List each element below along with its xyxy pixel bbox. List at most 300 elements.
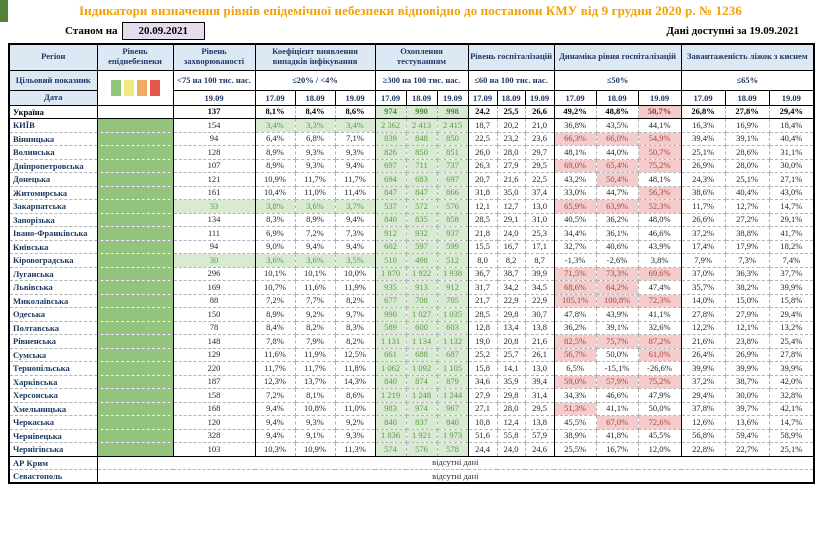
incidence-cell: 111 [173, 227, 255, 241]
dynamics-cell: 75,2% [638, 375, 681, 389]
beds-cell: 38,6% [681, 186, 725, 200]
testing-cell: 737 [437, 159, 468, 173]
detection-cell: 9,3% [295, 416, 335, 430]
beds-cell: 14,7% [769, 200, 814, 214]
incidence-cell: 128 [173, 146, 255, 160]
hospitalization-cell: 39,4 [525, 375, 554, 389]
detection-cell: 10,4% [255, 186, 295, 200]
testing-cell: 851 [437, 146, 468, 160]
page-title: Індикатори визначення рівнів епідемічної небезпеки відповідно до постанови КМУ від 9 грудня 2020 р. № 1236 [79, 3, 742, 18]
region-name-cell: Житомирська [9, 186, 97, 200]
date-cell: 17.09 [681, 90, 725, 105]
detection-cell: 9,3% [335, 429, 375, 443]
detection-cell: 12,3% [255, 375, 295, 389]
dynamics-cell: -26,6% [638, 362, 681, 376]
danger-level-cell [97, 186, 173, 200]
dynamics-cell: 66,3% [554, 132, 596, 146]
beds-cell: 12,1% [725, 321, 769, 335]
detection-cell: 8,4% [255, 321, 295, 335]
testing-cell: 990 [406, 105, 437, 119]
incidence-cell: 107 [173, 159, 255, 173]
testing-cell: 2 413 [406, 119, 437, 133]
hospitalization-cell: 28,5 [468, 308, 497, 322]
beds-cell: 16,9% [725, 119, 769, 133]
hospitalization-cell: 20,2 [497, 119, 525, 133]
beds-cell: 37,0% [681, 267, 725, 281]
table-row [9, 105, 814, 119]
detection-cell: 10,0% [335, 267, 375, 281]
testing-cell: 850 [437, 132, 468, 146]
target-incidence: <75 на 100 тис. нас. [173, 70, 255, 90]
hospitalization-cell: 26,3 [468, 159, 497, 173]
hospitalization-cell: 17,1 [525, 240, 554, 254]
detection-cell: 10,7% [255, 281, 295, 295]
hospitalization-cell: 24,2 [468, 105, 497, 119]
beds-cell: 18,4% [769, 119, 814, 133]
dynamics-cell: 33,0% [554, 186, 596, 200]
dynamics-cell: 87,2% [638, 335, 681, 349]
testing-cell: 937 [437, 227, 468, 241]
target-detection: ≤20% / <4% [255, 70, 375, 90]
hospitalization-cell: 15,8 [468, 362, 497, 376]
hospitalization-cell: 12,4 [497, 416, 525, 430]
danger-level-cell [97, 132, 173, 146]
region-name-cell: Луганська [9, 267, 97, 281]
beds-cell: 35,7% [681, 281, 725, 295]
incidence-cell: 161 [173, 186, 255, 200]
indicators-table [8, 43, 815, 484]
region-column-header: Регіон [9, 44, 97, 70]
testing-cell: 2 362 [375, 119, 406, 133]
detection-cell: 9,2% [335, 416, 375, 430]
table-row [9, 429, 814, 443]
beds-cell: 39,7% [725, 402, 769, 416]
table-row [9, 119, 814, 133]
hospitalization-cell: 8,0 [468, 254, 497, 268]
hospitalization-cell: 24,4 [468, 443, 497, 457]
danger-level-cell [97, 267, 173, 281]
hospitalization-cell: 21,6 [525, 335, 554, 349]
dynamics-cell: 71,5% [554, 267, 596, 281]
detection-cell: 11,0% [295, 186, 335, 200]
dynamics-cell: 25,5% [554, 443, 596, 457]
beds-cell: 7,3% [725, 254, 769, 268]
beds-cell: 41,7% [769, 227, 814, 241]
target-beds: ≤65% [681, 70, 814, 90]
region-name-cell: Львівська [9, 281, 97, 295]
beds-cell: 32,8% [769, 389, 814, 403]
danger-level-cell [97, 213, 173, 227]
dynamics-cell: 100,8% [596, 294, 638, 308]
detection-cell: 7,8% [255, 335, 295, 349]
detection-cell: 11,7% [295, 362, 335, 376]
dynamics-cell: 32,7% [554, 240, 596, 254]
beds-cell: 38,2% [725, 281, 769, 295]
hospitalization-cell: 55,8 [497, 429, 525, 443]
beds-cell: 12,2% [681, 321, 725, 335]
dynamics-cell: 46,6% [596, 389, 638, 403]
testing-cell: 967 [437, 402, 468, 416]
detection-cell: 7,2% [255, 389, 295, 403]
danger-level-cell [97, 375, 173, 389]
testing-cell: 983 [375, 402, 406, 416]
table-row [9, 200, 814, 214]
beds-cell: 26,8% [681, 105, 725, 119]
testing-cell: 847 [406, 186, 437, 200]
region-name-cell: Київська [9, 240, 97, 254]
region-name-cell: Миколаївська [9, 294, 97, 308]
beds-cell: 39,9% [769, 362, 814, 376]
testing-cell: 1 244 [437, 389, 468, 403]
dynamics-cell: 48,8% [596, 105, 638, 119]
detection-cell: 10,3% [255, 443, 295, 457]
incidence-cell: 148 [173, 335, 255, 349]
target-row-label: Цільовий показник [9, 70, 97, 90]
table-row [9, 308, 814, 322]
beds-cell: 58,9% [769, 429, 814, 443]
hospitalization-cell: 18,7 [468, 119, 497, 133]
dynamics-cell: 57,9% [596, 375, 638, 389]
testing-cell: 840 [375, 375, 406, 389]
table-row [9, 470, 814, 484]
dynamics-cell: 47,9% [638, 389, 681, 403]
beds-cell: 17,9% [725, 240, 769, 254]
hospitalization-cell: 20,7 [468, 173, 497, 187]
danger-level-cell [97, 240, 173, 254]
detection-cell: 7,1% [335, 132, 375, 146]
dynamics-cell: 61,0% [638, 348, 681, 362]
danger-level-cell [97, 335, 173, 349]
dynamics-cell: 48,1% [554, 146, 596, 160]
dynamics-cell: 41,1% [638, 308, 681, 322]
hospitalization-cell: 24,0 [497, 227, 525, 241]
dynamics-cell: 47,8% [554, 308, 596, 322]
detection-cell: 9,7% [335, 308, 375, 322]
table-row [9, 294, 814, 308]
hospitalization-cell: 31,8 [468, 186, 497, 200]
dynamics-cell: 32,6% [638, 321, 681, 335]
table-row [9, 335, 814, 349]
incidence-cell: 134 [173, 213, 255, 227]
testing-cell: 2 415 [437, 119, 468, 133]
danger-level-cell [97, 159, 173, 173]
hospitalization-cell: 38,7 [497, 267, 525, 281]
hospitalization-cell: 8,2 [497, 254, 525, 268]
dynamics-cell: 44,7% [596, 186, 638, 200]
incidence-cell: 121 [173, 173, 255, 187]
testing-cell: 1 922 [406, 267, 437, 281]
dynamics-cell: 44,1% [638, 119, 681, 133]
beds-cell: 24,3% [681, 173, 725, 187]
date-cell: 19.09 [769, 90, 814, 105]
danger-level-cell [97, 173, 173, 187]
danger-level-red-square [150, 80, 160, 96]
incidence-cell: 169 [173, 281, 255, 295]
group-header-incidence: Рівень захворюваності [173, 44, 255, 70]
hospitalization-cell: 10,8 [468, 416, 497, 430]
hospitalization-cell: 34,5 [525, 281, 554, 295]
hospitalization-cell: 31,7 [468, 281, 497, 295]
hospitalization-cell: 25,7 [497, 348, 525, 362]
hospitalization-cell: 31,0 [525, 213, 554, 227]
detection-cell: 9,4% [255, 416, 295, 430]
hospitalization-cell: 12,1 [468, 200, 497, 214]
dynamics-cell: 69,6% [638, 267, 681, 281]
region-name-cell: Сумська [9, 348, 97, 362]
hospitalization-cell: 13,4 [497, 321, 525, 335]
table-row [9, 159, 814, 173]
danger-level-legend-cell [97, 70, 173, 105]
danger-level-cell [97, 105, 173, 119]
date-cell: 19.09 [638, 90, 681, 105]
detection-cell: 7,7% [295, 294, 335, 308]
dynamics-cell: 50,4% [596, 173, 638, 187]
beds-cell: 38,7% [725, 375, 769, 389]
beds-cell: 28,6% [725, 146, 769, 160]
beds-cell: 39,9% [725, 362, 769, 376]
hospitalization-cell: 51,6 [468, 429, 497, 443]
dynamics-cell: 6,5% [554, 362, 596, 376]
hospitalization-cell: 8,7 [525, 254, 554, 268]
danger-level-cell [97, 308, 173, 322]
hospitalization-cell: 35,0 [497, 186, 525, 200]
detection-cell: 11,7% [335, 173, 375, 187]
hospitalization-cell: 22,9 [497, 294, 525, 308]
beds-cell: 7,9% [681, 254, 725, 268]
testing-cell: 1 973 [437, 429, 468, 443]
dynamics-cell: -1,3% [554, 254, 596, 268]
incidence-cell: 328 [173, 429, 255, 443]
table-row [9, 362, 814, 376]
beds-cell: 43,0% [769, 186, 814, 200]
table-row [9, 443, 814, 457]
detection-cell: 8,9% [255, 159, 295, 173]
detection-cell: 13,7% [295, 375, 335, 389]
testing-cell: 683 [406, 173, 437, 187]
beds-cell: 27,8% [769, 348, 814, 362]
testing-cell: 1 105 [437, 362, 468, 376]
dynamics-cell: 69,0% [554, 159, 596, 173]
date-cell: 17.09 [554, 90, 596, 105]
testing-cell: 1 092 [406, 362, 437, 376]
beds-cell: 25,4% [769, 335, 814, 349]
detection-cell: 6,9% [255, 227, 295, 241]
corner-green-bar [0, 0, 8, 22]
dynamics-cell: 50,7% [638, 146, 681, 160]
danger-level-cell [97, 294, 173, 308]
detection-cell: 9,1% [295, 429, 335, 443]
hospitalization-cell: 34,2 [497, 281, 525, 295]
region-name-cell: Херсонська [9, 389, 97, 403]
testing-cell: 597 [406, 240, 437, 254]
hospitalization-cell: 13,8 [525, 416, 554, 430]
table-row [9, 186, 814, 200]
dynamics-cell: 3,8% [638, 254, 681, 268]
hospitalization-cell: 36,7 [468, 267, 497, 281]
table-row [9, 132, 814, 146]
danger-level-cell [97, 362, 173, 376]
danger-level-cell [97, 389, 173, 403]
detection-cell: 11,0% [335, 402, 375, 416]
dynamics-cell: 34,4% [554, 227, 596, 241]
detection-cell: 3,6% [295, 254, 335, 268]
hospitalization-cell: 21,0 [525, 119, 554, 133]
hospitalization-cell: 29,1 [497, 213, 525, 227]
hospitalization-cell: 29,8 [497, 389, 525, 403]
no-data-cell: відсутні дані [97, 456, 814, 470]
region-name-cell: Севастополь [9, 470, 97, 484]
meta-row [8, 20, 813, 41]
testing-cell: 913 [406, 281, 437, 295]
hospitalization-cell: 24,6 [525, 443, 554, 457]
dynamics-cell: 44,0% [596, 146, 638, 160]
dynamics-cell: 52,3% [638, 200, 681, 214]
beds-cell: 26,9% [725, 348, 769, 362]
beds-cell: 31,1% [769, 146, 814, 160]
dynamics-cell: 56,3% [638, 186, 681, 200]
region-table-body [9, 105, 814, 483]
dynamics-cell: 51,3% [554, 402, 596, 416]
hospitalization-cell: 12,7 [497, 200, 525, 214]
hospitalization-cell: 21,6 [497, 173, 525, 187]
hospitalization-cell: 16,7 [497, 240, 525, 254]
incidence-cell: 78 [173, 321, 255, 335]
detection-cell: 10,8% [295, 402, 335, 416]
testing-cell: 840 [375, 416, 406, 430]
as-of-date: 20.09.2021 [122, 22, 206, 40]
danger-level-green-square [111, 80, 121, 96]
date-cell: 19.09 [525, 90, 554, 105]
beds-cell: 40,4% [725, 186, 769, 200]
testing-cell: 835 [406, 213, 437, 227]
region-name-cell: Рівненська [9, 335, 97, 349]
hospitalization-cell: 21,7 [468, 294, 497, 308]
danger-level-cell [97, 348, 173, 362]
region-name-cell: КИЇВ [9, 119, 97, 133]
dynamics-cell: 41,1% [596, 402, 638, 416]
region-name-cell: Донецька [9, 173, 97, 187]
testing-cell: 1 035 [437, 308, 468, 322]
hospitalization-cell: 39,9 [525, 267, 554, 281]
table-row [9, 416, 814, 430]
detection-cell: 8,2% [295, 321, 335, 335]
incidence-cell: 103 [173, 443, 255, 457]
testing-cell: 600 [406, 321, 437, 335]
beds-cell: 27,9% [725, 308, 769, 322]
hospitalization-cell: 29,7 [525, 146, 554, 160]
incidence-cell: 129 [173, 348, 255, 362]
table-row [9, 389, 814, 403]
hospitalization-cell: 26,0 [468, 146, 497, 160]
detection-cell: 9,3% [295, 146, 335, 160]
detection-cell: 11,6% [295, 281, 335, 295]
hospitalization-cell: 28,0 [497, 146, 525, 160]
region-name-cell: АР Крим [9, 456, 97, 470]
beds-cell: 27,8% [681, 308, 725, 322]
date-cell: 19.09 [173, 90, 255, 105]
testing-cell: 1 027 [406, 308, 437, 322]
detection-cell: 9,4% [255, 429, 295, 443]
detection-cell: 7,2% [255, 294, 295, 308]
dynamics-cell: 49,2% [554, 105, 596, 119]
danger-level-cell [97, 200, 173, 214]
beds-cell: 37,7% [769, 267, 814, 281]
testing-cell: 1 248 [406, 389, 437, 403]
testing-cell: 661 [375, 348, 406, 362]
testing-cell: 848 [406, 132, 437, 146]
testing-cell: 677 [375, 294, 406, 308]
testing-cell: 576 [406, 443, 437, 457]
danger-level-yellow-square [124, 80, 134, 96]
testing-cell: 711 [406, 159, 437, 173]
testing-cell: 1 134 [406, 335, 437, 349]
incidence-cell: 88 [173, 294, 255, 308]
danger-level-cell [97, 254, 173, 268]
date-row-label: Дата [9, 90, 97, 105]
dynamics-cell: 56,7% [554, 348, 596, 362]
detection-cell: 8,1% [255, 105, 295, 119]
incidence-cell: 120 [173, 416, 255, 430]
testing-cell: 537 [375, 200, 406, 214]
hospitalization-cell: 13,8 [525, 321, 554, 335]
target-testing: ≥300 на 100 тис. нас. [375, 70, 468, 90]
dynamics-cell: 72,6% [638, 416, 681, 430]
hospitalization-cell: 23,6 [525, 132, 554, 146]
beds-cell: 30,0% [725, 389, 769, 403]
hospitalization-cell: 28,0 [497, 402, 525, 416]
detection-cell: 9,4% [255, 402, 295, 416]
dynamics-cell: 43,2% [554, 173, 596, 187]
testing-cell: 1 131 [375, 335, 406, 349]
hospitalization-cell: 25,5 [497, 105, 525, 119]
beds-cell: 18,2% [769, 240, 814, 254]
danger-level-orange-square [137, 80, 147, 96]
dynamics-cell: 36,2% [596, 213, 638, 227]
incidence-cell: 154 [173, 119, 255, 133]
detection-cell: 9,4% [335, 240, 375, 254]
date-cell: 18.09 [725, 90, 769, 105]
date-cell: 18.09 [295, 90, 335, 105]
dynamics-cell: 105,1% [554, 294, 596, 308]
testing-cell: 694 [375, 173, 406, 187]
testing-cell: 687 [437, 348, 468, 362]
beds-cell: 29,4% [769, 105, 814, 119]
beds-cell: 39,1% [725, 132, 769, 146]
incidence-cell: 94 [173, 132, 255, 146]
dynamics-cell: 75,7% [596, 335, 638, 349]
dynamics-cell: 72,3% [638, 294, 681, 308]
detection-cell: 11,9% [295, 348, 335, 362]
dynamics-cell: 39,1% [596, 321, 638, 335]
region-name-cell: Тернопільська [9, 362, 97, 376]
detection-cell: 3,7% [335, 200, 375, 214]
dynamics-cell: 68,6% [554, 281, 596, 295]
beds-cell: 26,9% [681, 159, 725, 173]
testing-cell: 858 [437, 213, 468, 227]
detection-cell: 10,9% [255, 173, 295, 187]
hospitalization-cell: 27,1 [468, 402, 497, 416]
table-row [9, 321, 814, 335]
beds-cell: 39,9% [681, 362, 725, 376]
dynamics-cell: 50,0% [596, 348, 638, 362]
detection-cell: 9,4% [335, 213, 375, 227]
table-row [9, 375, 814, 389]
hospitalization-cell: 21,8 [468, 227, 497, 241]
testing-cell: 688 [406, 348, 437, 362]
detection-cell: 11,8% [335, 362, 375, 376]
detection-cell: 3,6% [295, 200, 335, 214]
beds-cell: 15,8% [769, 294, 814, 308]
